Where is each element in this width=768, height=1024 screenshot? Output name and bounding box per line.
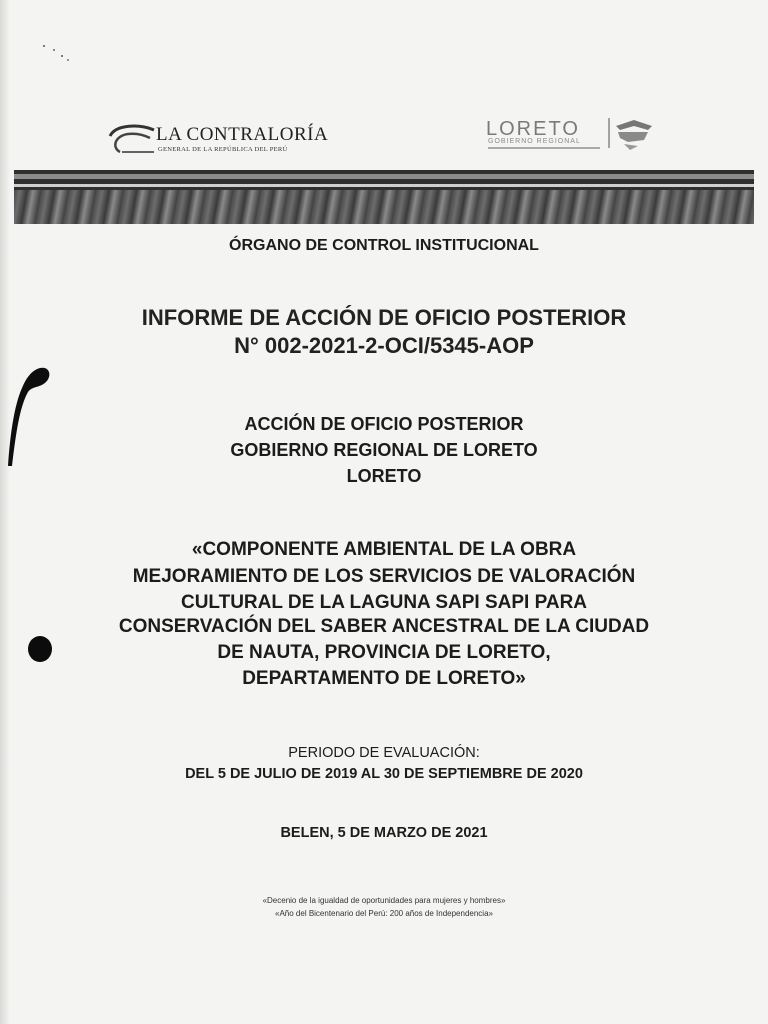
- decade-motto: «Decenio de la igualdad de oportunidades para mujeres y hombres»: [262, 896, 506, 905]
- subject-line-1: «COMPONENTE AMBIENTAL DE LA OBRA: [191, 539, 577, 560]
- subject-line-2: MEJORAMIENTO DE LOS SERVICIOS DE VALORACIÓN: [132, 566, 636, 587]
- evaluation-period-range: DEL 5 DE JULIO DE 2019 AL 30 DE SEPTIEMBRE DE 2020: [185, 766, 583, 782]
- loreto-logo: [486, 118, 666, 158]
- ink-mark: [6, 362, 54, 472]
- loreto-name: LORETO: [486, 118, 580, 140]
- punch-hole: [28, 636, 52, 662]
- organo-heading: ÓRGANO DE CONTROL INSTITUCIONAL: [229, 237, 539, 254]
- contraloria-swoosh-icon: [106, 122, 156, 156]
- entity-name: GOBIERNO REGIONAL DE LORETO: [230, 440, 538, 460]
- decorative-header-band: [14, 170, 754, 224]
- subject-line-5: DE NAUTA, PROVINCIA DE LORETO,: [217, 642, 551, 663]
- scan-specks: [40, 40, 80, 70]
- loreto-emblem-icon: [608, 116, 658, 152]
- report-title: INFORME DE ACCIÓN DE OFICIO POSTERIOR: [141, 305, 627, 330]
- subject-line-4: CONSERVACIÓN DEL SABER ANCESTRAL DE LA CIUDAD: [118, 616, 650, 637]
- loreto-subtitle: GOBIERNO REGIONAL: [488, 138, 581, 145]
- evaluation-period-label: PERIODO DE EVALUACIÓN:: [288, 745, 480, 761]
- subject-line-3: CULTURAL DE LA LAGUNA SAPI SAPI PARA: [180, 592, 588, 613]
- action-type: ACCIÓN DE OFICIO POSTERIOR: [244, 414, 524, 434]
- page-edge-shadow: [0, 0, 10, 1024]
- entity-location: LORETO: [346, 466, 422, 486]
- place-date: BELEN, 5 DE MARZO DE 2021: [280, 825, 488, 841]
- contraloria-logo: [106, 122, 336, 158]
- subject-line-6: DEPARTAMENTO DE LORETO»: [242, 668, 526, 689]
- loreto-underline: [488, 147, 600, 149]
- report-number: N° 002-2021-2-OCI/5345-AOP: [234, 333, 534, 358]
- contraloria-name: LA CONTRALORÍA: [156, 124, 329, 145]
- year-motto: «Año del Bicentenario del Perú: 200 años de Independencia»: [275, 909, 493, 918]
- contraloria-subtitle: GENERAL DE LA REPÚBLICA DEL PERÚ: [158, 146, 288, 153]
